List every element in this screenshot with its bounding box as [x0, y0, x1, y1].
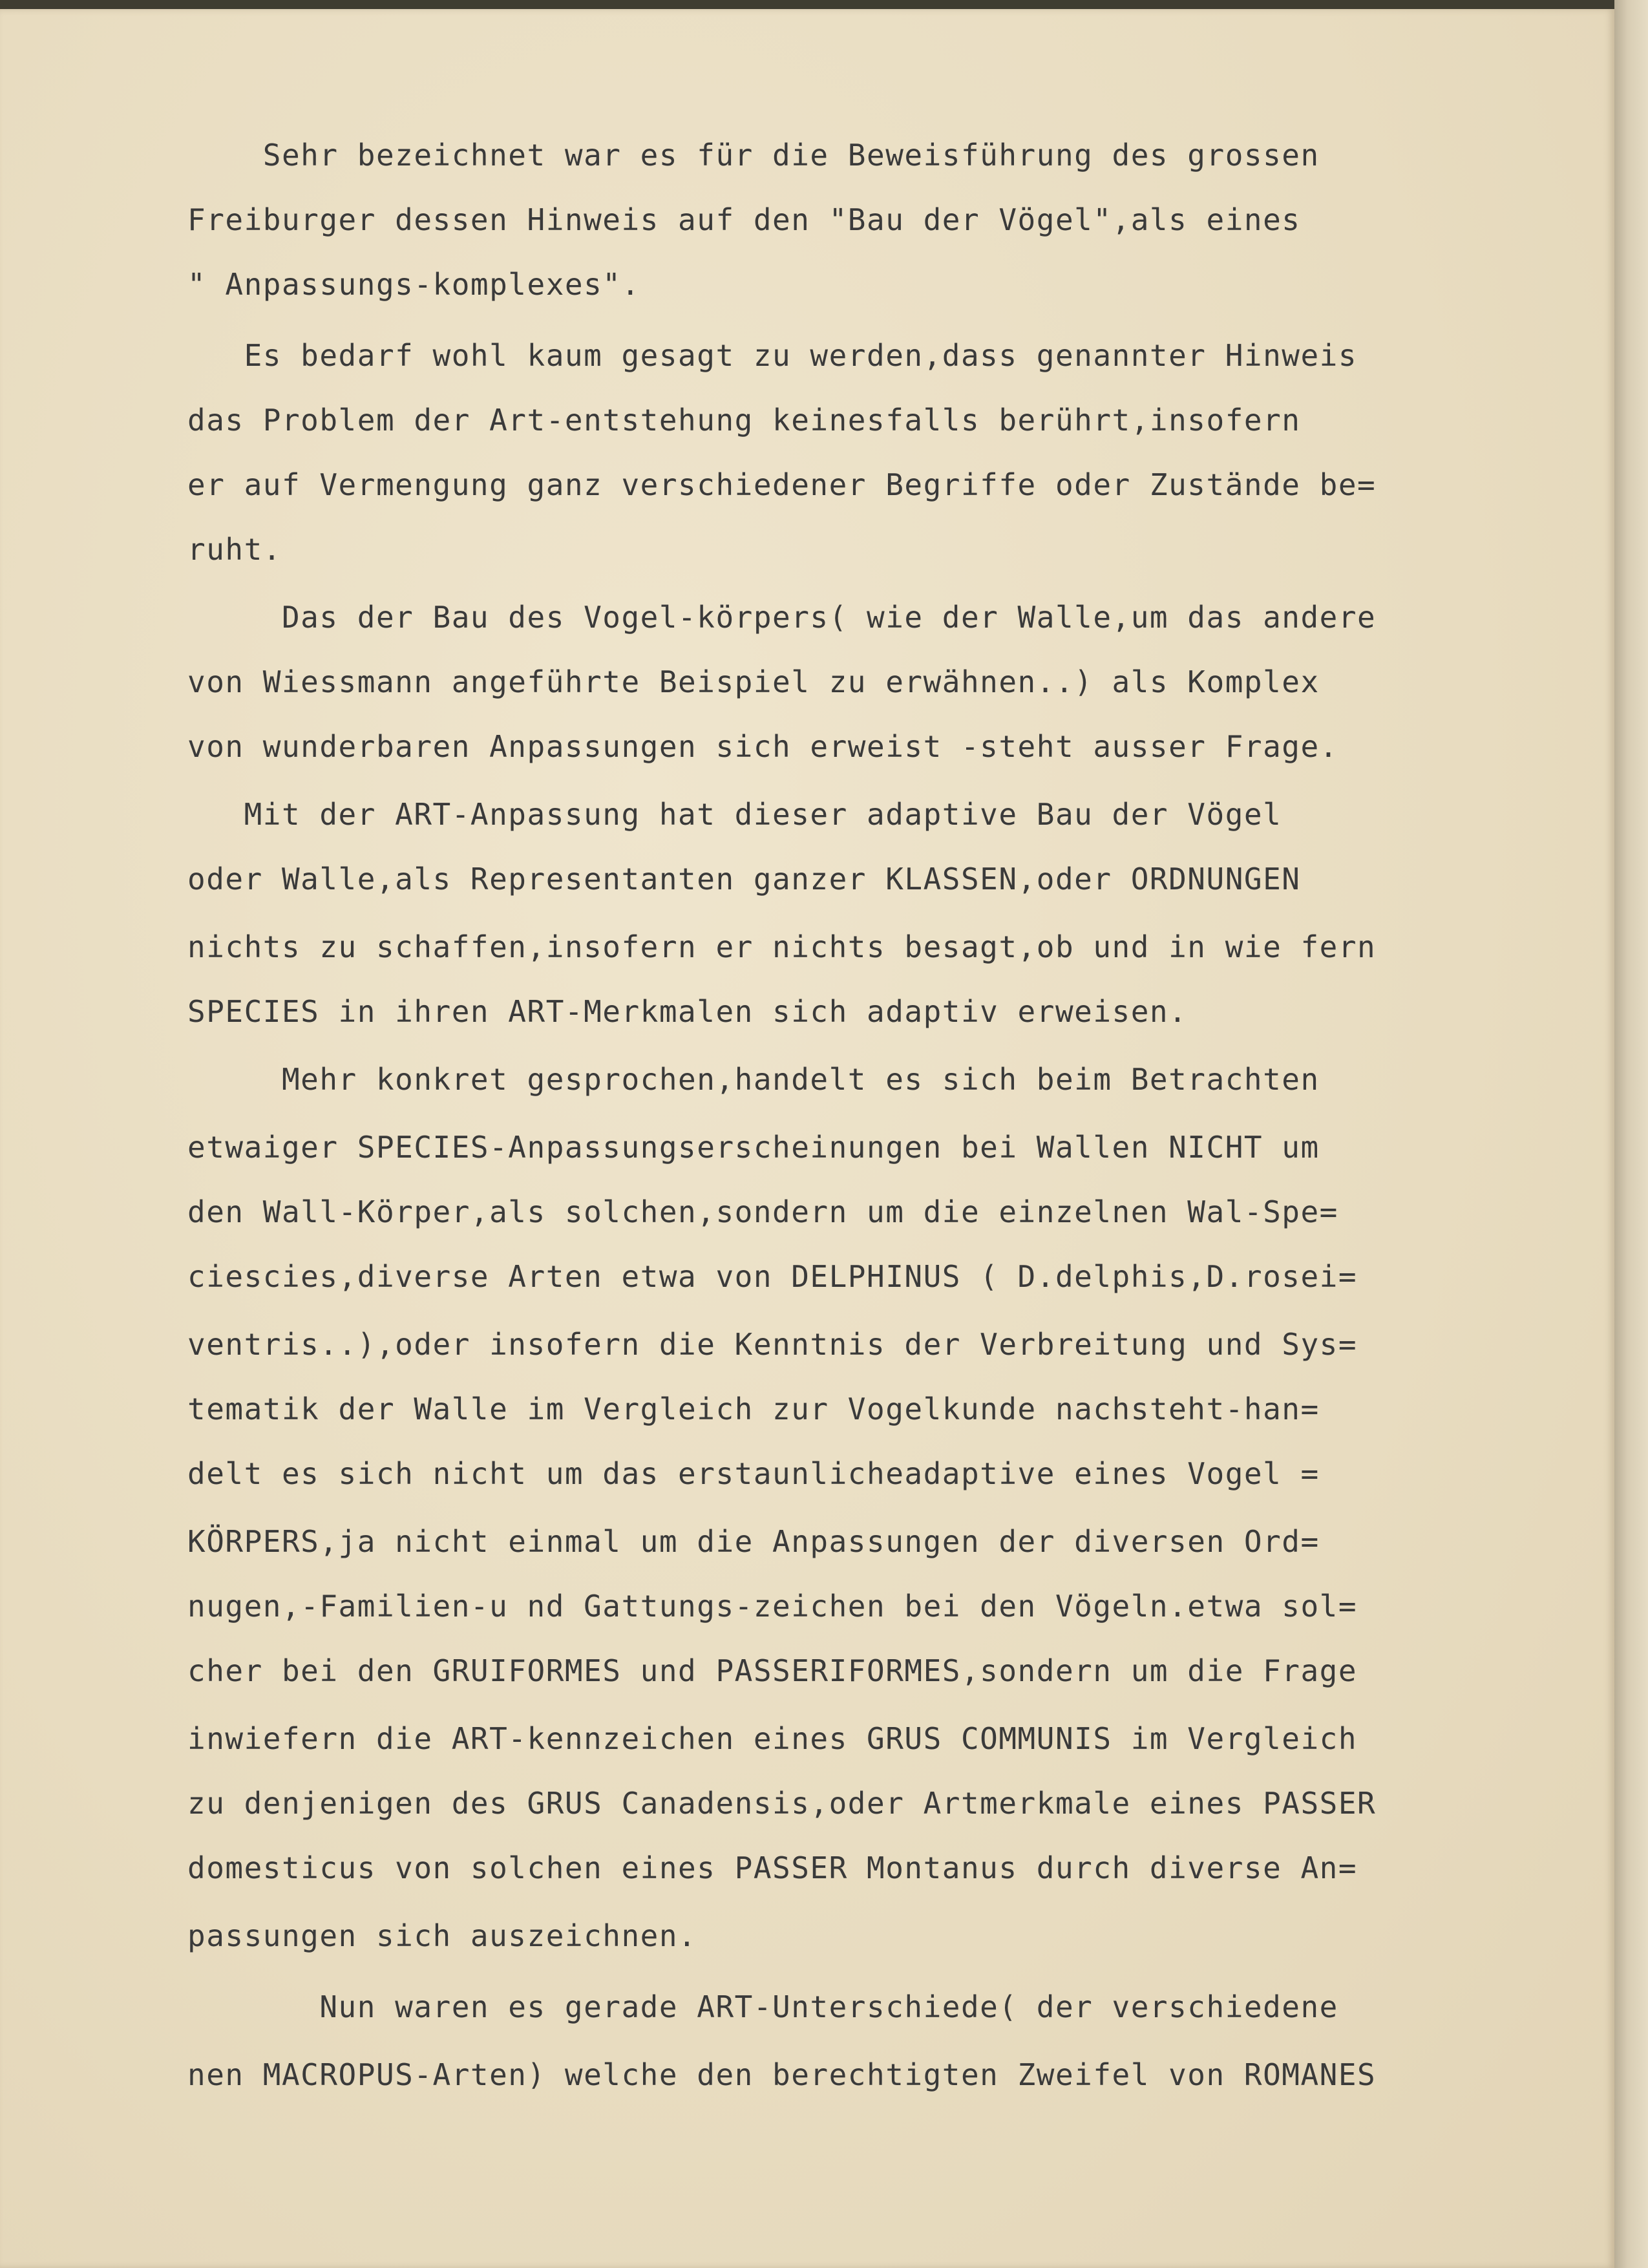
text-line: den Wall-Körper,als solchen,sondern um die einzelnen Wal-Spe= — [187, 1194, 1338, 1229]
text-line: von Wiessmann angeführte Beispiel zu erwähnen..) als Komplex — [187, 664, 1320, 699]
text-line: nichts zu schaffen,insofern er nichts besagt,ob und in wie fern — [187, 929, 1377, 964]
text-line: das Problem der Art-entstehung keinesfalls berührt,insofern — [187, 403, 1301, 438]
text-line: ruht. — [187, 532, 282, 567]
text-line: " Anpassungs-komplexes". — [187, 267, 640, 302]
text-line: Es bedarf wohl kaum gesagt zu werden,dass genannter Hinweis — [187, 338, 1358, 373]
text-line: tematik der Walle im Vergleich zur Vogelkunde nachsteht-han= — [187, 1392, 1320, 1426]
text-line: cher bei den GRUIFORMES und PASSERIFORMES,sondern um die Frage — [187, 1653, 1358, 1688]
text-line: Mehr konkret gesprochen,handelt es sich beim Betrachten — [187, 1062, 1320, 1097]
text-line: Freiburger dessen Hinweis auf den "Bau der Vögel",als eines — [187, 202, 1301, 237]
text-line: nen MACROPUS-Arten) welche den berechtigten Zweifel von ROMANES — [187, 2057, 1377, 2092]
text-line: passungen sich auszeichnen. — [187, 1918, 697, 1953]
text-line: Das der Bau des Vogel-körpers( wie der Walle,um das andere — [187, 600, 1377, 635]
text-line: von wunderbaren Anpassungen sich erweist -steht ausser Frage. — [187, 729, 1338, 764]
text-line: nugen,-Familien-u nd Gattungs-zeichen bei den Vögeln.etwa sol= — [187, 1589, 1358, 1624]
paper-sheet — [0, 9, 1614, 2268]
text-line: Nun waren es gerade ART-Unterschiede( der verschiedene — [187, 1989, 1338, 2024]
text-line: SPECIES in ihren ART-Merkmalen sich adaptiv erweisen. — [187, 994, 1188, 1029]
text-line: Mit der ART-Anpassung hat dieser adaptive Bau der Vögel — [187, 797, 1282, 832]
text-line: ciescies,diverse Arten etwa von DELPHINUS ( D.delphis,D.rosei= — [187, 1259, 1358, 1294]
text-line: er auf Vermengung ganz verschiedener Begriffe oder Zustände be= — [187, 467, 1377, 502]
text-line: delt es sich nicht um das erstaunlicheadaptive eines Vogel = — [187, 1456, 1320, 1491]
text-line: KÖRPERS,ja nicht einmal um die Anpassungen der diversen Ord= — [187, 1524, 1320, 1559]
text-line: zu denjenigen des GRUS Canadensis,oder Artmerkmale eines PASSER — [187, 1786, 1377, 1821]
text-line: Sehr bezeichnet war es für die Beweisführung des grossen — [187, 138, 1320, 173]
text-line: inwiefern die ART-kennzeichen eines GRUS COMMUNIS im Vergleich — [187, 1721, 1358, 1756]
text-line: domesticus von solchen eines PASSER Montanus durch diverse An= — [187, 1850, 1358, 1885]
scan-right-edge — [1614, 0, 1648, 2268]
text-line: etwaiger SPECIES-Anpassungserscheinungen bei Wallen NICHT um — [187, 1130, 1320, 1165]
text-line: oder Walle,als Representanten ganzer KLASSEN,oder ORDNUNGEN — [187, 862, 1301, 896]
text-line: ventris..),oder insofern die Kenntnis der Verbreitung und Sys= — [187, 1327, 1358, 1362]
scan-top-edge — [0, 0, 1648, 9]
